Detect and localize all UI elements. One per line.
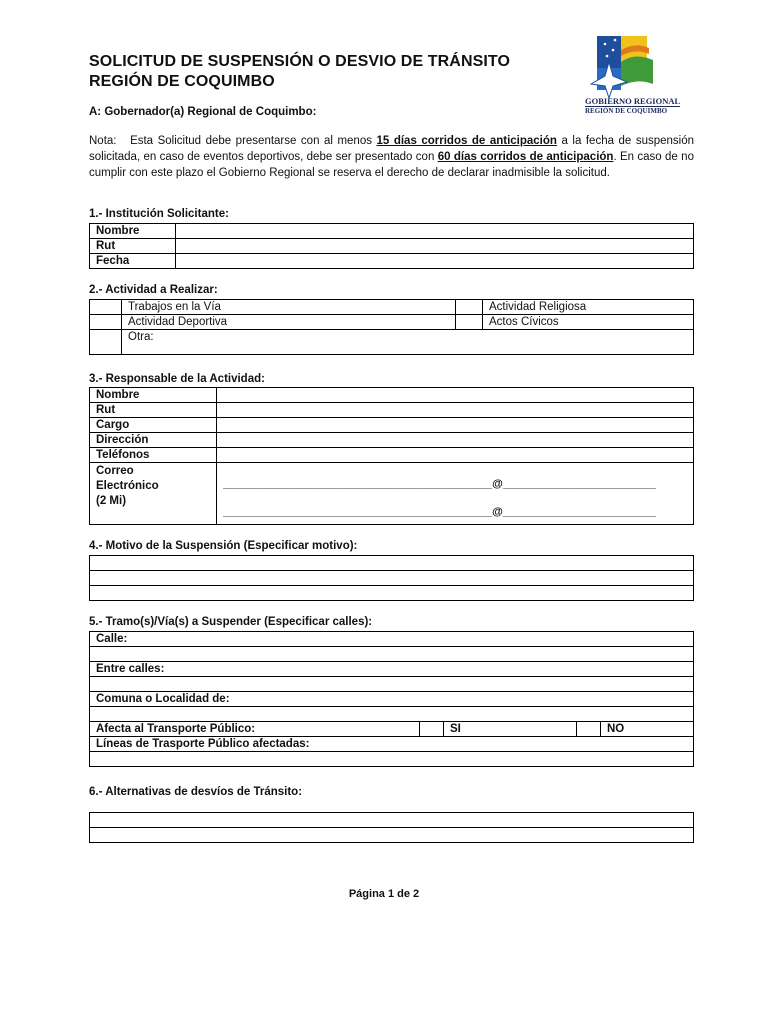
section1-title: 1.- Institución Solicitante: <box>89 208 229 220</box>
nota-text-3: . En caso de no cumplir con este plazo el Gobierno Regional se reserva el derecho de declarar inadmisible la solicitud. <box>89 151 694 179</box>
section2-title: 2.- Actividad a Realizar: <box>89 284 218 296</box>
s3-correo-line2: Electrónico <box>96 480 159 492</box>
page-title <box>89 52 510 92</box>
title-line-2: REGIÓN DE COQUIMBO <box>89 73 275 90</box>
s5-label-entre: Entre calles: <box>90 662 694 677</box>
section5-title: 5.- Tramo(s)/Vía(s) a Suspender (Especificar calles): <box>89 616 373 628</box>
s5-label-comuna: Comuna o Localidad de: <box>90 692 694 707</box>
nota-text-1: Esta Solicitud debe presentarse con al menos <box>130 135 372 147</box>
nota-emph-1: 15 días corridos de anticipación <box>376 135 557 147</box>
s5-field-lineas[interactable] <box>90 752 694 767</box>
s1-label-nombre: Nombre <box>90 224 176 239</box>
s3-correo-line1: Correo <box>96 465 134 477</box>
s3-label-correo <box>90 463 217 525</box>
s3-field-rut[interactable] <box>217 403 694 418</box>
logo-text-2: REGIÓN DE COQUIMBO <box>585 107 668 115</box>
s5-field-entre[interactable] <box>90 677 694 692</box>
section4-table <box>89 555 694 601</box>
s2-checkbox-trabajos[interactable] <box>90 300 122 315</box>
s6-field-1[interactable] <box>90 813 694 828</box>
section4-title: 4.- Motivo de la Suspensión (Especificar motivo): <box>89 540 358 552</box>
gobierno-regional-logo <box>583 32 689 118</box>
s3-correo-line3: (2 Mi) <box>96 495 127 507</box>
s1-field-rut[interactable] <box>176 239 694 254</box>
nota-emph-2: 60 días corridos de anticipación <box>437 151 614 163</box>
page-number: Página 1 de 2 <box>348 888 420 900</box>
section6-title: 6.- Alternativas de desvíos de Tránsito: <box>89 786 303 798</box>
s3-label-rut: Rut <box>90 403 217 418</box>
s3-field-telefonos[interactable] <box>217 448 694 463</box>
logo-text-1: GOBIERNO REGIONAL <box>585 96 681 106</box>
s2-label-trabajos: Trabajos en la Vía <box>122 300 456 315</box>
nota-text-2: a la fecha de suspensión solicitada, en caso de eventos deportivos, debe ser presentado con <box>89 135 694 163</box>
s5-field-comuna[interactable] <box>90 707 694 722</box>
s5-label-no: NO <box>601 722 694 737</box>
section5-table <box>89 631 694 767</box>
s2-checkbox-deportiva[interactable] <box>90 315 122 330</box>
nota-label: Nota: <box>89 135 117 147</box>
nota-paragraph <box>89 133 694 181</box>
section1-table <box>89 223 694 269</box>
s2-label-otra[interactable] <box>122 330 694 355</box>
s3-field-direccion[interactable] <box>217 433 694 448</box>
s2-label-religiosa: Actividad Religiosa <box>483 300 694 315</box>
s3-email-line-1: ____________________________________________@_________________________ <box>223 478 656 490</box>
s5-label-calle: Calle: <box>90 632 694 647</box>
s2-checkbox-civicos[interactable] <box>456 315 483 330</box>
s1-label-fecha: Fecha <box>90 254 176 269</box>
s3-label-nombre: Nombre <box>90 388 217 403</box>
s2-checkbox-otra[interactable] <box>90 330 122 355</box>
section2-table <box>89 299 694 355</box>
s6-field-2[interactable] <box>90 828 694 843</box>
s1-field-nombre[interactable] <box>176 224 694 239</box>
s5-checkbox-si[interactable] <box>420 722 444 737</box>
section6-table <box>89 812 694 843</box>
s3-label-telefonos: Teléfonos <box>90 448 217 463</box>
section3-table <box>89 387 694 525</box>
s3-field-cargo[interactable] <box>217 418 694 433</box>
s4-field-2[interactable] <box>90 571 694 586</box>
s2-otra-text: Otra: <box>128 331 154 343</box>
addressee: A: Gobernador(a) Regional de Coquimbo: <box>89 106 317 118</box>
s2-label-deportiva: Actividad Deportiva <box>122 315 456 330</box>
s5-field-calle[interactable] <box>90 647 694 662</box>
s3-email-line-2: ____________________________________________@_________________________ <box>223 506 656 518</box>
s2-checkbox-religiosa[interactable] <box>456 300 483 315</box>
section3-title: 3.- Responsable de la Actividad: <box>89 373 265 385</box>
s3-field-nombre[interactable] <box>217 388 694 403</box>
s2-label-civicos: Actos Cívicos <box>483 315 694 330</box>
s3-field-correo[interactable] <box>217 463 694 525</box>
title-line-1: SOLICITUD DE SUSPENSIÓN O DESVIO DE TRÁNSITO <box>89 53 511 70</box>
s3-label-direccion: Dirección <box>90 433 217 448</box>
s1-label-rut: Rut <box>90 239 176 254</box>
s5-label-si: SI <box>444 722 577 737</box>
s4-field-1[interactable] <box>90 556 694 571</box>
s5-label-afecta: Afecta al Transporte Público: <box>90 722 420 737</box>
s5-checkbox-no[interactable] <box>577 722 601 737</box>
s3-label-cargo: Cargo <box>90 418 217 433</box>
s4-field-3[interactable] <box>90 586 694 601</box>
s1-field-fecha[interactable] <box>176 254 694 269</box>
s5-label-lineas: Líneas de Trasporte Público afectadas: <box>90 737 694 752</box>
